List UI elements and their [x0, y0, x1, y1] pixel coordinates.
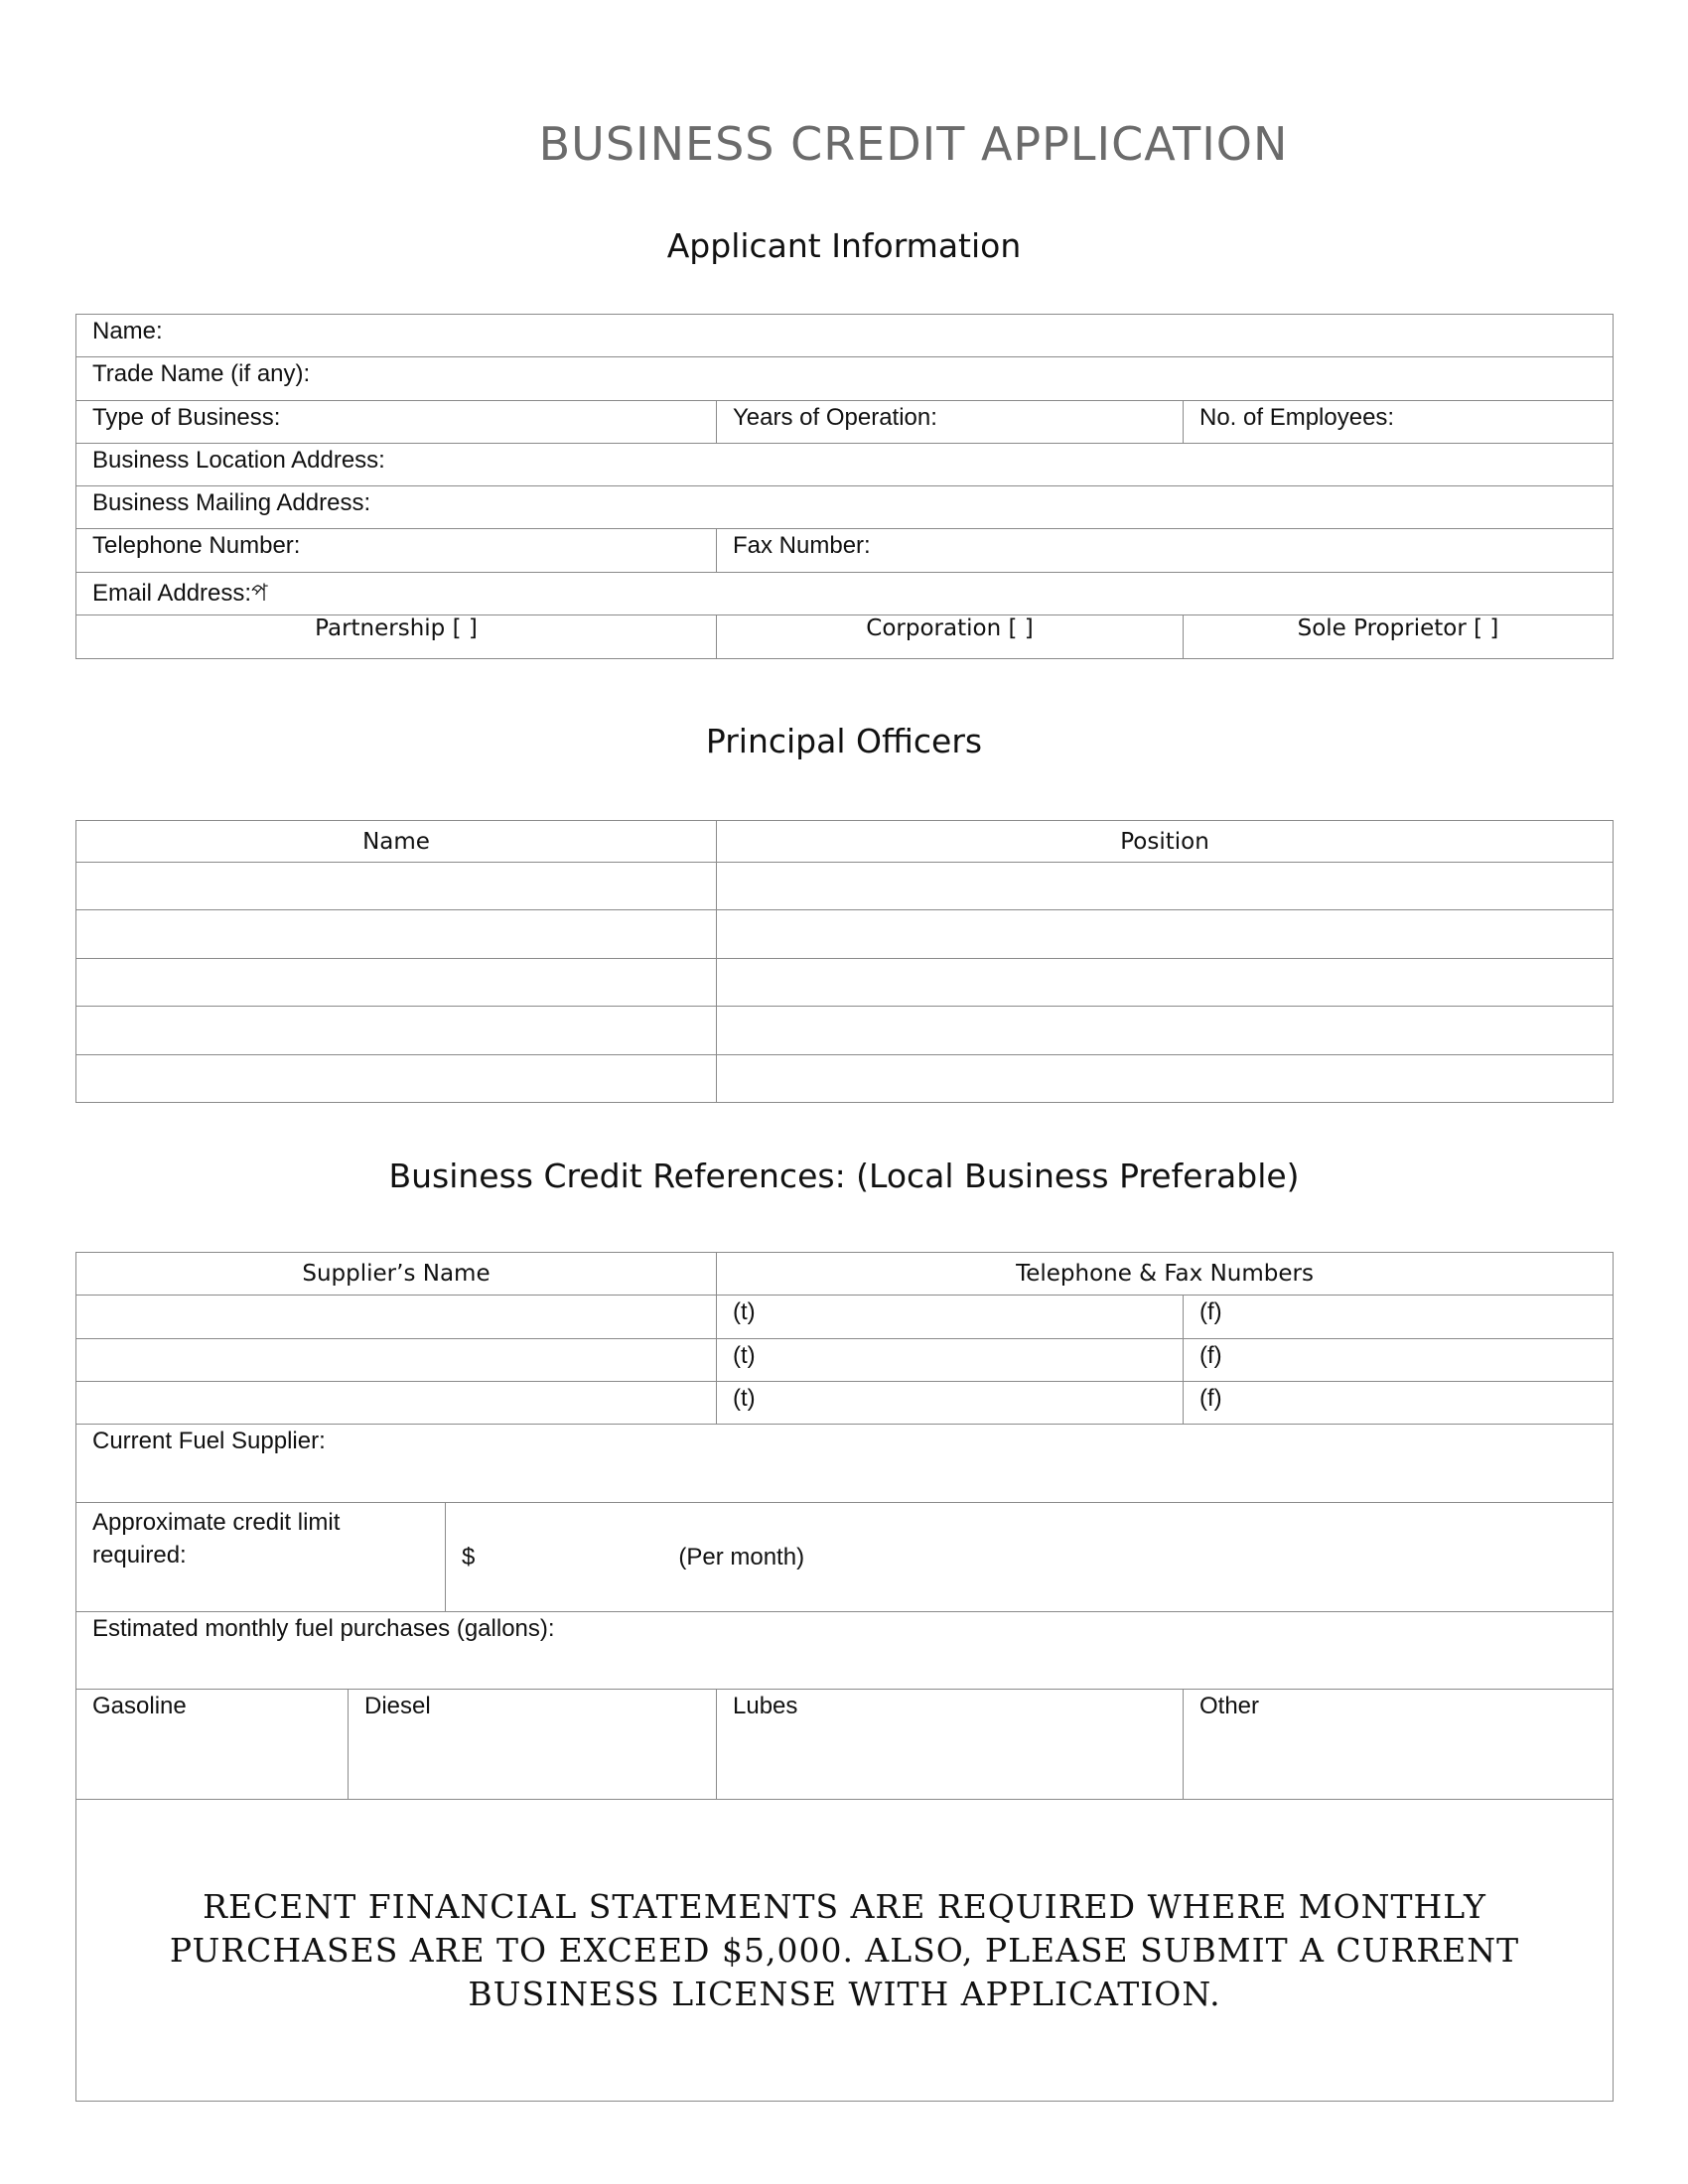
- officer-position-cell[interactable]: [717, 863, 1614, 910]
- location-address-field[interactable]: [76, 444, 1614, 486]
- references-col-supplier: Supplier’s Name: [76, 1253, 717, 1296]
- telephone-prefix: (t): [733, 1342, 756, 1369]
- principal-officers-table: [75, 820, 1614, 1103]
- supplier-name-cell[interactable]: [76, 1382, 717, 1425]
- principal-officers-heading: Principal Officers: [705, 722, 983, 760]
- document-title: BUSINESS CREDIT APPLICATION: [538, 117, 1289, 171]
- corporation-checkbox[interactable]: Corporation [ ]: [717, 615, 1184, 659]
- references-col-phone: Telephone & Fax Numbers: [717, 1253, 1614, 1296]
- fax-label: Fax Number:: [733, 532, 871, 559]
- officer-name-cell[interactable]: [76, 910, 717, 959]
- supplier-fax-cell[interactable]: [1184, 1382, 1614, 1425]
- lubes-label: Lubes: [733, 1693, 798, 1719]
- supplier-telephone-cell[interactable]: [717, 1296, 1184, 1339]
- supplier-name-cell[interactable]: [76, 1296, 717, 1339]
- officer-position-cell[interactable]: [717, 910, 1614, 959]
- trade-name-field[interactable]: [76, 357, 1614, 401]
- no-of-employees-label: No. of Employees:: [1199, 404, 1395, 431]
- supplier-fax-cell[interactable]: [1184, 1296, 1614, 1339]
- credit-references-table: [75, 1252, 1614, 2102]
- dollar-sign: $: [462, 1543, 476, 1570]
- officer-name-cell[interactable]: [76, 1007, 717, 1055]
- partnership-checkbox[interactable]: Partnership [ ]: [76, 615, 717, 659]
- applicant-info-heading: Applicant Information: [666, 226, 1022, 265]
- diesel-field[interactable]: [349, 1690, 717, 1800]
- no-of-employees-field[interactable]: [1184, 401, 1614, 444]
- trade-name-label: Trade Name (if any):: [92, 360, 311, 387]
- mailing-address-label: Business Mailing Address:: [92, 489, 371, 516]
- email-label: Email Address:: [92, 580, 252, 607]
- officers-col-position: Position: [717, 821, 1614, 863]
- officer-name-cell[interactable]: [76, 863, 717, 910]
- lubes-field[interactable]: [717, 1690, 1184, 1800]
- officer-position-cell[interactable]: [717, 1007, 1614, 1055]
- credit-references-heading: Business Credit References: (Local Business Preferable): [388, 1157, 1300, 1195]
- officers-col-name: Name: [76, 821, 717, 863]
- fax-prefix: (f): [1199, 1342, 1222, 1369]
- financial-statements-notice: RECENT FINANCIAL STATEMENTS ARE REQUIRED WHERE MONTHLY PURCHASES ARE TO EXCEED $5,000. ALSO, PLEASE SUBMIT A CURRENT BUSINESS LICENSE WITH APPLICATION.: [76, 1800, 1614, 2102]
- telephone-field[interactable]: [76, 529, 717, 573]
- monthly-purchases-label: Estimated monthly fuel purchases (gallons):: [92, 1615, 555, 1642]
- location-address-label: Business Location Address:: [92, 447, 385, 474]
- diesel-label: Diesel: [364, 1693, 431, 1719]
- current-fuel-supplier-label: Current Fuel Supplier:: [92, 1428, 326, 1454]
- applicant-info-table: [75, 314, 1614, 659]
- type-of-business-label: Type of Business:: [92, 404, 281, 431]
- credit-limit-field[interactable]: [446, 1503, 1614, 1612]
- supplier-name-cell[interactable]: [76, 1339, 717, 1382]
- name-label: Name:: [92, 318, 163, 344]
- fax-field[interactable]: [717, 529, 1614, 573]
- sole-proprietor-checkbox[interactable]: Sole Proprietor [ ]: [1184, 615, 1614, 659]
- current-fuel-supplier-field[interactable]: [76, 1425, 1614, 1503]
- supplier-telephone-cell[interactable]: [717, 1339, 1184, 1382]
- fax-prefix: (f): [1199, 1385, 1222, 1412]
- per-month-label: (Per month): [678, 1543, 805, 1570]
- officer-name-cell[interactable]: [76, 959, 717, 1007]
- gasoline-field[interactable]: [76, 1690, 349, 1800]
- years-of-operation-field[interactable]: [717, 401, 1184, 444]
- telephone-label: Telephone Number:: [92, 532, 301, 559]
- email-field[interactable]: [76, 573, 1614, 615]
- officer-position-cell[interactable]: [717, 959, 1614, 1007]
- other-field[interactable]: [1184, 1690, 1614, 1800]
- officer-name-cell[interactable]: [76, 1055, 717, 1103]
- years-of-operation-label: Years of Operation:: [733, 404, 937, 431]
- supplier-telephone-cell[interactable]: [717, 1382, 1184, 1425]
- gasoline-label: Gasoline: [92, 1693, 187, 1719]
- credit-limit-label: Approximate credit limit required:: [92, 1509, 341, 1569]
- mailing-address-field[interactable]: [76, 486, 1614, 529]
- officer-position-cell[interactable]: [717, 1055, 1614, 1103]
- supplier-fax-cell[interactable]: [1184, 1339, 1614, 1382]
- email-mark: প: [251, 580, 268, 607]
- telephone-prefix: (t): [733, 1385, 756, 1412]
- name-field[interactable]: [76, 315, 1614, 357]
- other-label: Other: [1199, 1693, 1260, 1719]
- monthly-purchases-label-cell: [76, 1612, 1614, 1690]
- credit-limit-label-cell: [76, 1503, 446, 1612]
- fax-prefix: (f): [1199, 1298, 1222, 1325]
- type-of-business-field[interactable]: [76, 401, 717, 444]
- telephone-prefix: (t): [733, 1298, 756, 1325]
